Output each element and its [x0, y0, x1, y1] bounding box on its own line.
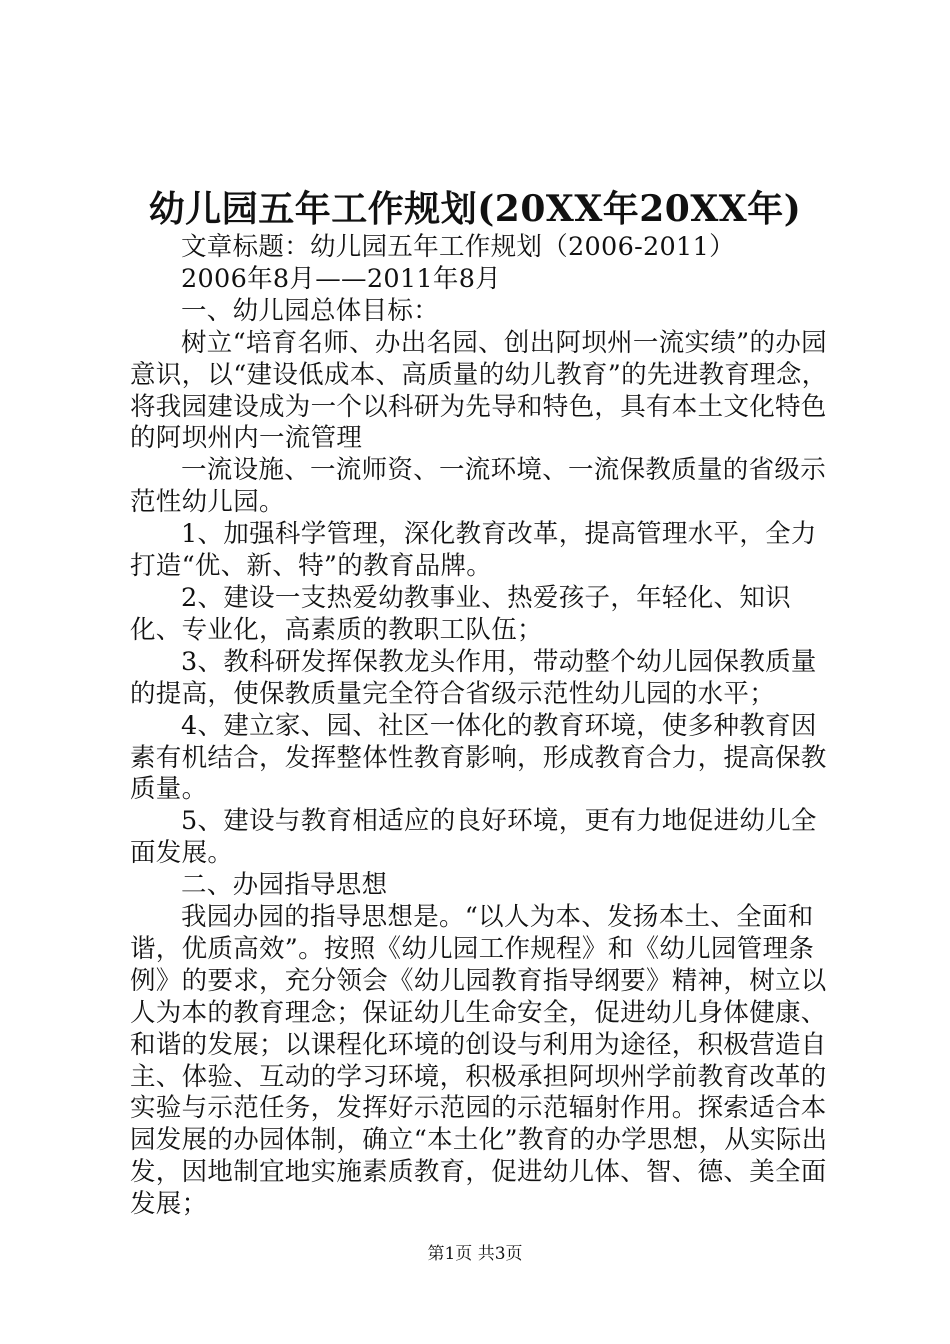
- list-item: 4、建立家、园、社区一体化的教育环境，使多种教育因素有机结合，发挥整体性教育影响，形成教育合力，提高保教质量。: [130, 710, 827, 805]
- date-range-line: 2006年8月——2011年8月: [181, 263, 502, 294]
- list-item: 1、加强科学管理，深化教育改革，提高管理水平，全力打造“优、新、特”的教育品牌。: [130, 519, 817, 582]
- document-title: 幼儿园五年工作规划(20XX年20XX年): [148, 188, 802, 230]
- document-body: [130, 232, 830, 1221]
- paragraph: 我园办园的指导思想是。“以人为本、发扬本土、全面和谐，优质高效”。按照《幼儿园工作规程》和《幼儿园管理条例》的要求，充分领会《幼儿园教育指导纲要》精神，树立以人为本的教育理念；保证幼儿生命安全，促进幼儿身体健康、和谐的发展；以课程化环境的创设与利用为途径，积极营造自主、体验、互动的学习环境，积极承担阿坝州学前教育改革的实验与示范任务，发挥好示范园的示范辐射作用。探索适合本园发展的办园体制，确立“本土化”教育的办学思想，从实际出发，因地制宜地实施素质教育，促进幼儿体、智、德、美全面发展；: [130, 902, 828, 1220]
- list-item: 2、建设一支热爱幼教事业、热爱孩子，年轻化、知识化、专业化，高素质的教职工队伍；: [130, 582, 791, 645]
- page-footer: 第1页 共3页: [427, 1244, 523, 1264]
- article-title-line: 文章标题：幼儿园五年工作规划（2006-2011）: [181, 232, 735, 262]
- section-heading-guiding-thought: 二、办园指导思想: [181, 870, 388, 901]
- paragraph: 树立“培育名师、办出名园、创出阿坝州一流实绩”的办园意识，以“建设低成本、高质量的幼儿教育”的先进教育理念，将我园建设成为一个以科研为先导和特色，具有本土文化特色的阿坝州内一流管理: [130, 327, 828, 454]
- list-item: 5、建设与教育相适应的良好环境，更有力地促进幼儿全面发展。: [130, 806, 817, 869]
- paragraph: 一流设施、一流师资、一流环境、一流保教质量的省级示范性幼儿园。: [130, 455, 827, 518]
- list-item: 3、教科研发挥保教龙头作用，带动整个幼儿园保教质量的提高，使保教质量完全符合省级示范性幼儿园的水平；: [130, 646, 817, 709]
- section-heading-goals: 一、幼儿园总体目标：: [181, 295, 440, 326]
